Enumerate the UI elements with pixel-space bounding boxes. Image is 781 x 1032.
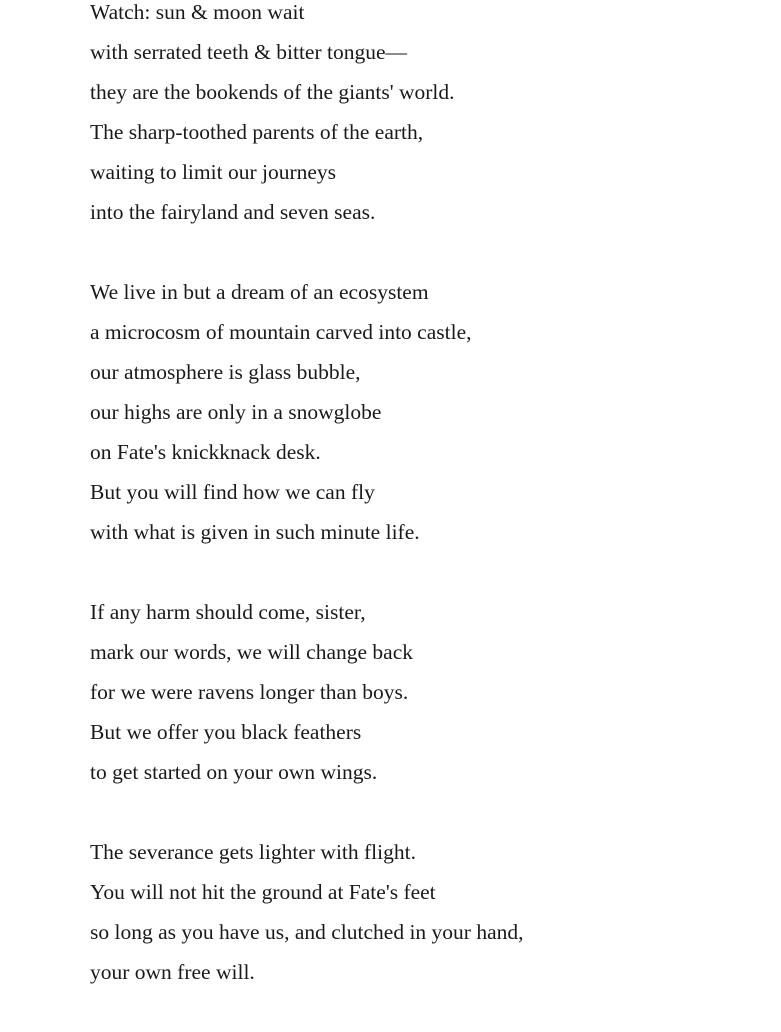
poem-line: Watch: sun & moon wait bbox=[90, 0, 305, 24]
poem-line: our atmosphere is glass bubble, bbox=[90, 360, 361, 384]
poem-line: waiting to limit our journeys bbox=[90, 160, 337, 184]
poem-line: with what is given in such minute life. bbox=[90, 520, 420, 544]
poem-line: to get started on your own wings. bbox=[90, 760, 378, 784]
stanza-1 bbox=[90, 0, 770, 232]
poem-body bbox=[90, 0, 770, 1032]
poem-line: into the fairyland and seven seas. bbox=[90, 200, 376, 224]
poem-line: for we were ravens longer than boys. bbox=[90, 680, 409, 704]
poem-line: The sharp-toothed parents of the earth, bbox=[90, 120, 424, 144]
poem-line: so long as you have us, and clutched in your hand, bbox=[90, 920, 524, 944]
poem-line: our highs are only in a snowglobe bbox=[90, 400, 382, 424]
poem-line: on Fate's knickknack desk. bbox=[90, 440, 321, 464]
stanza-3 bbox=[90, 592, 770, 792]
poem-line: they are the bookends of the giants' world. bbox=[90, 80, 455, 104]
stanza-2 bbox=[90, 272, 770, 552]
poem-line: But we offer you black feathers bbox=[90, 720, 362, 744]
poem-line: We live in but a dream of an ecosystem bbox=[90, 280, 429, 304]
poem-line: mark our words, we will change back bbox=[90, 640, 413, 664]
poem-line: with serrated teeth & bitter tongue— bbox=[90, 40, 408, 64]
stanza-4 bbox=[90, 832, 770, 992]
poem-line: The severance gets lighter with flight. bbox=[90, 840, 416, 864]
poem-line: If any harm should come, sister, bbox=[90, 600, 366, 624]
poem-line: your own free will. bbox=[90, 960, 255, 984]
poem-line: a microcosm of mountain carved into castle, bbox=[90, 320, 472, 344]
poem-line: But you will find how we can fly bbox=[90, 480, 375, 504]
poem-line: You will not hit the ground at Fate's feet bbox=[90, 880, 436, 904]
